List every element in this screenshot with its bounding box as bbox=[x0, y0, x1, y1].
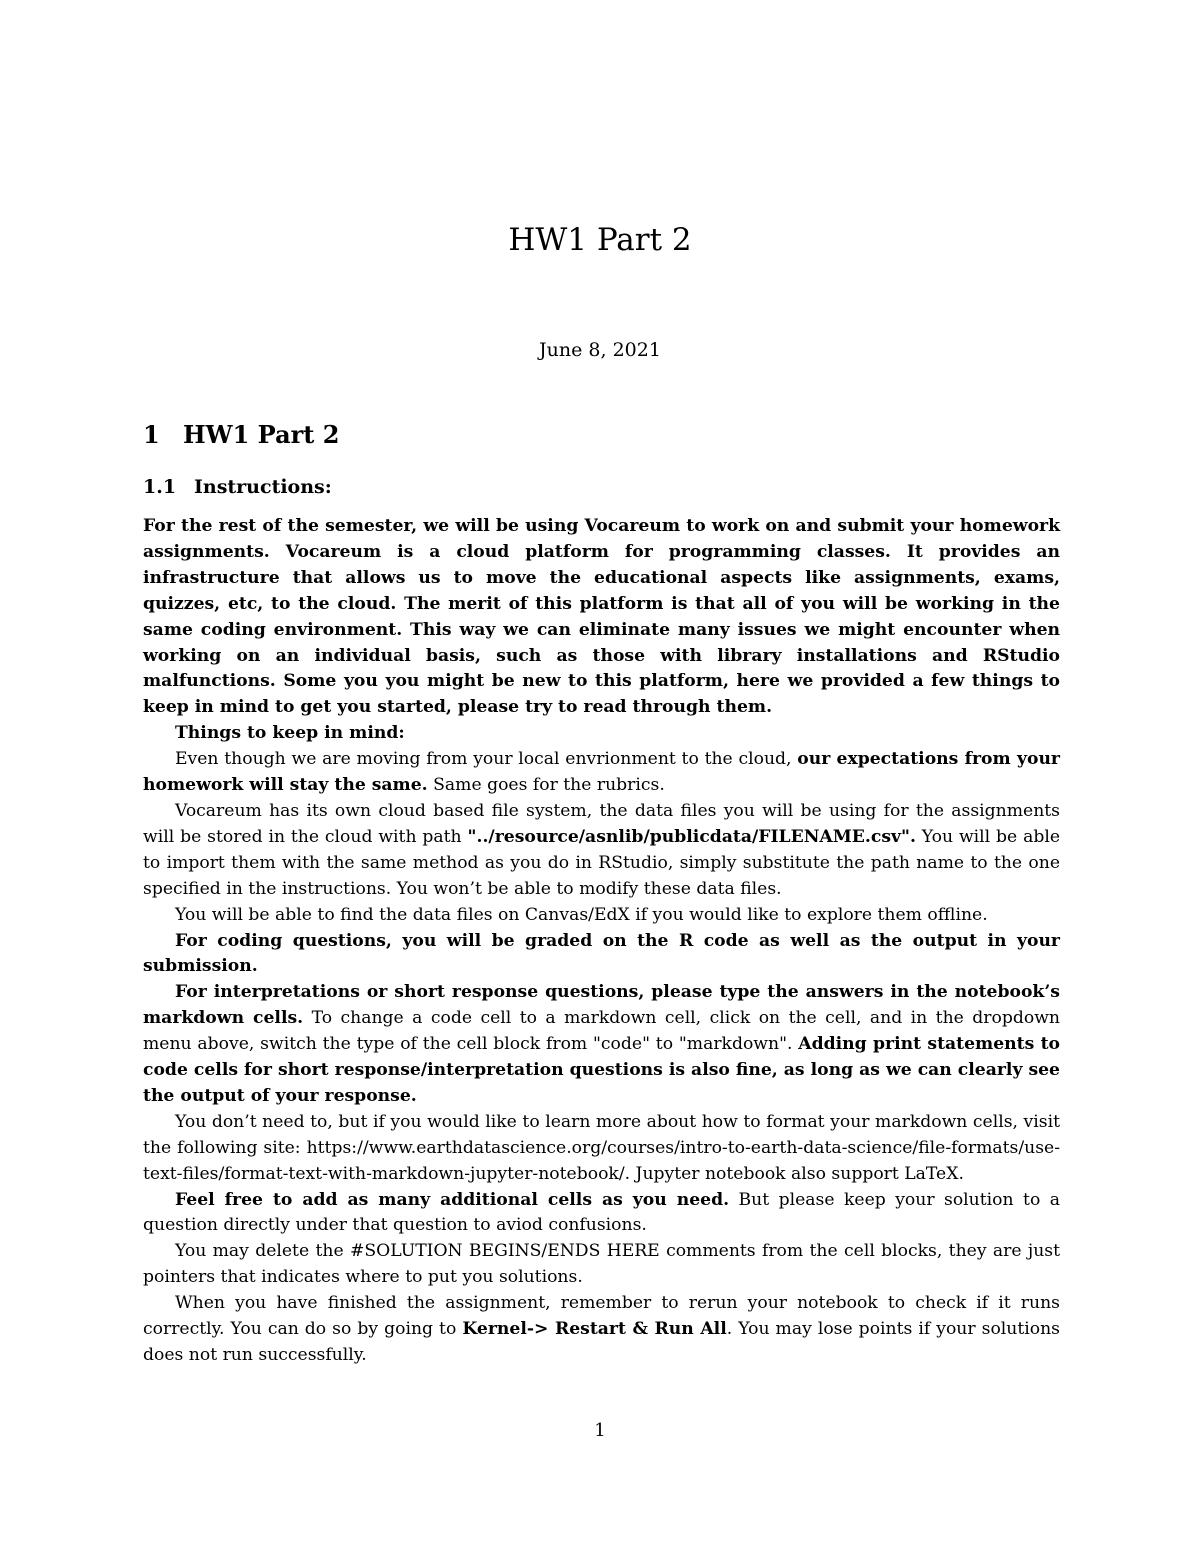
section-heading bbox=[143, 418, 339, 452]
things-heading bbox=[143, 721, 1060, 747]
paragraph-data-offline bbox=[143, 903, 1060, 929]
section-number: 1 bbox=[143, 420, 160, 449]
text-run: You don’t need to, but if you would like to learn more about how to format your markdown cells, visit the following site: bbox=[143, 1111, 1060, 1158]
page-number: 1 bbox=[594, 1420, 606, 1441]
intro-paragraph bbox=[143, 514, 1060, 721]
paragraph-markdown bbox=[143, 1110, 1060, 1188]
text-run: You may delete the #SOLUTION BEGINS/ENDS HERE comments from the cell blocks, they are just pointers that indicates where to put you solutions. bbox=[143, 1241, 1060, 1288]
text-run: You will be able to import them with the same method as you do in RStudio, simply substitute the path name to the one specified in the instructions. You won’t be able to modify these data files. bbox=[143, 826, 1060, 899]
paragraph-cells bbox=[143, 1188, 1060, 1240]
file-path: "../resource/asnlib/publicdata/FILENAME.csv". bbox=[467, 826, 916, 847]
paragraph-comments bbox=[143, 1239, 1060, 1291]
text-run: . You may lose points if your solutions does not run successfully. bbox=[143, 1319, 1060, 1365]
paragraph-file-system bbox=[143, 799, 1060, 903]
intro-text: For the rest of the semester, we will be using Vocareum to work on and submit your homework assignments. Vocareum is a cloud platform for programming classes. It provides an infrastructure that allows us to move the educational aspects like assignments, exams, quizzes, etc, to the cloud. The merit of this platform is that all of you will be working in the same coding environment. This way we can eliminate many issues we might encounter when working on an individual basis, such as those with library installations and RStudio malfunctions. Some you you might be new to this platform, here we provided a few things to keep in mind to get you started, please try to read through them. bbox=[143, 516, 1060, 718]
paragraph-rerun bbox=[143, 1291, 1060, 1369]
bold-run: Feel free to add as many additional cells as you need. bbox=[175, 1189, 730, 1210]
subsection-number: 1.1 bbox=[143, 476, 177, 498]
document-title: HW1 Part 2 bbox=[508, 222, 692, 258]
document-date: June 8, 2021 bbox=[539, 339, 661, 361]
text-run: Jupyter notebook also support LaTeX. bbox=[630, 1163, 964, 1184]
bold-run: For interpretations or short response questions, please type the answers in the notebook’s markdown cells. bbox=[143, 982, 1060, 1029]
paragraph-interpretations bbox=[143, 980, 1060, 1110]
text-run: You will be able to find the data files on Canvas/EdX if you would like to explore them offline. bbox=[175, 904, 988, 925]
subsection-heading bbox=[143, 473, 332, 501]
text-run: Even though we are moving from your local envrionment to the cloud, bbox=[175, 749, 798, 770]
text-run: When you have finished the assignment, remember to rerun your notebook to check if it runs correctly. You can do so by going to bbox=[143, 1293, 1060, 1340]
text-run: To change a code cell to a markdown cell, click on the cell, and in the dropdown menu above, switch the type of the cell block from "code" to "markdown". bbox=[143, 1008, 1060, 1055]
text-run: Same goes for the rubrics. bbox=[427, 775, 665, 796]
bold-run: Adding print statements to code cells for short response/interpretation questions is also fine, as long as we can clearly see the output of your response. bbox=[143, 1034, 1061, 1106]
text-run: But please keep your solution to a question directly under that question to aviod confusions. bbox=[143, 1189, 1060, 1236]
subsection-title: Instructions: bbox=[194, 476, 332, 498]
bold-run: For coding questions, you will be graded on the R code as well as the output in your submission. bbox=[143, 930, 1060, 977]
markdown-link[interactable]: https://www.earthdatascience.org/courses/intro-to-earth-data-science/file-formats/use-text-files/format-text-with-markdown-jupyter-notebook/. bbox=[143, 1137, 1060, 1184]
section-title: HW1 Part 2 bbox=[183, 420, 340, 449]
paragraph-coding-questions bbox=[143, 929, 1060, 981]
paragraph-expectations bbox=[143, 747, 1060, 799]
document-body bbox=[143, 514, 1060, 1369]
text-run: Vocareum has its own cloud based file system, the data files you will be using for the assignments will be stored in the cloud with path bbox=[143, 800, 1060, 847]
bold-run: our expectations from your homework will stay the same. bbox=[143, 749, 1060, 796]
kernel-menu-path: Kernel-> Restart & Run All bbox=[462, 1319, 727, 1340]
things-heading-text: Things to keep in mind: bbox=[175, 723, 405, 744]
